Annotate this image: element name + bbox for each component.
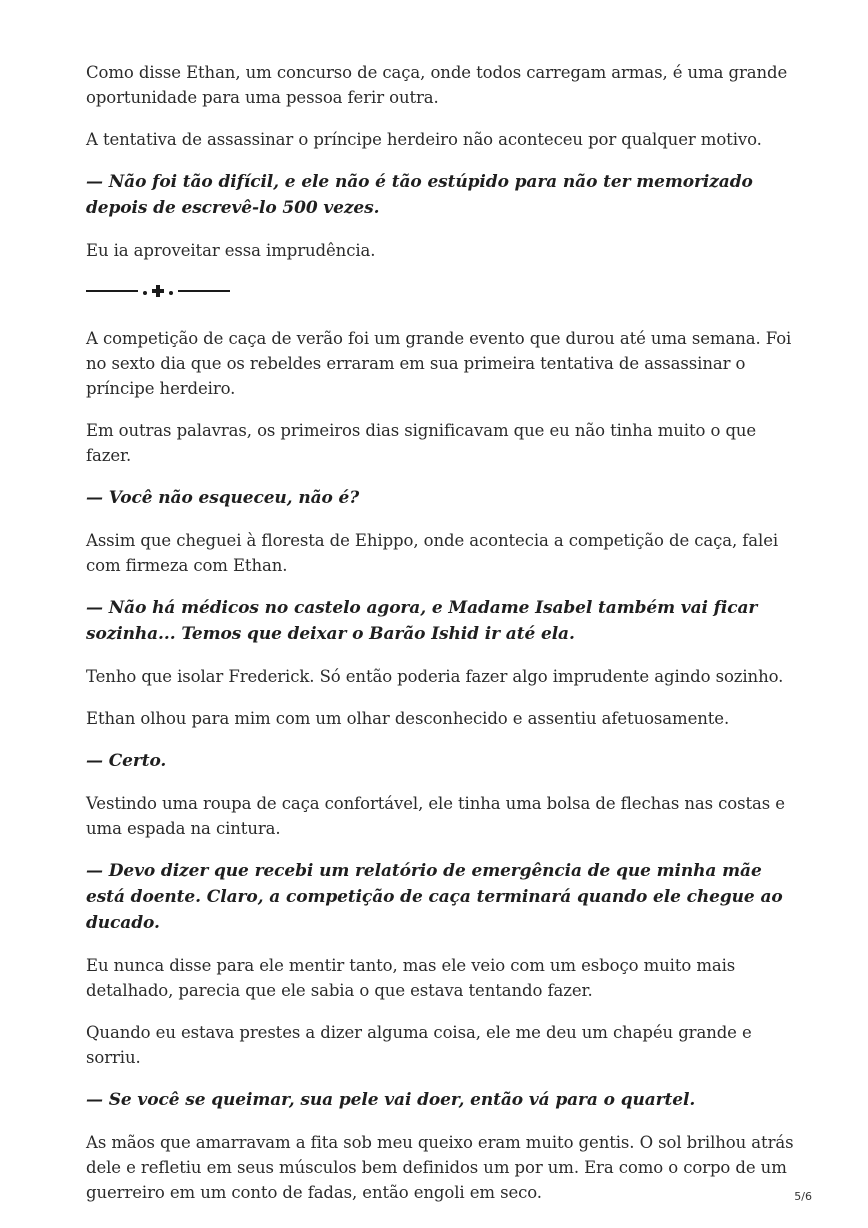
narrative-paragraph: Vestindo uma roupa de caça confortável, ele tinha uma bolsa de flechas nas costas e uma espada na cintura. bbox=[86, 794, 785, 838]
page-number: 5/6 bbox=[794, 1190, 812, 1203]
section-separator bbox=[86, 280, 796, 302]
narrative-paragraph: Como disse Ethan, um concurso de caça, onde todos carregam armas, é uma grande oportunidade para uma pessoa ferir outra. bbox=[86, 63, 788, 107]
separator-dot-right bbox=[169, 291, 173, 295]
dialogue-paragraph: — Você não esqueceu, não é? bbox=[86, 488, 360, 508]
separator-line-right bbox=[178, 290, 230, 292]
document-page bbox=[86, 60, 796, 1222]
narrative-paragraph: Quando eu estava prestes a dizer alguma coisa, ele me deu um chapéu grande e sorriu. bbox=[86, 1023, 752, 1067]
narrative-paragraph: Em outras palavras, os primeiros dias significavam que eu não tinha muito o que fazer. bbox=[86, 421, 757, 465]
dialogue-paragraph: — Não há médicos no castelo agora, e Madame Isabel também vai ficar sozinha... Temos que deixar o Barão Ishid ir até ela. bbox=[86, 598, 758, 644]
narrative-paragraph: A competição de caça de verão foi um grande evento que durou até uma semana. Foi no sexto dia que os rebeldes erraram em sua primeira tentativa de assassinar o príncipe herdeiro. bbox=[86, 329, 792, 398]
narrative-paragraph: A tentativa de assassinar o príncipe herdeiro não aconteceu por qualquer motivo. bbox=[86, 130, 762, 149]
dialogue-paragraph: — Se você se queimar, sua pele vai doer, então vá para o quartel. bbox=[86, 1090, 696, 1110]
separator-line-left bbox=[86, 290, 138, 292]
separator-dot-left bbox=[143, 291, 147, 295]
dialogue-paragraph: — Não foi tão difícil, e ele não é tão estúpido para não ter memorizado depois de escrevê-lo 500 vezes. bbox=[86, 172, 753, 218]
narrative-paragraph: Eu nunca disse para ele mentir tanto, mas ele veio com um esboço muito mais detalhado, parecia que ele sabia o que estava tentando fazer. bbox=[86, 956, 736, 1000]
narrative-paragraph: Eu ia aproveitar essa imprudência. bbox=[86, 241, 376, 260]
narrative-paragraph: Tenho que isolar Frederick. Só então poderia fazer algo imprudente agindo sozinho. bbox=[86, 667, 784, 686]
narrative-paragraph: Ethan olhou para mim com um olhar desconhecido e assentiu afetuosamente. bbox=[86, 709, 730, 728]
narrative-paragraph: As mãos que amarravam a fita sob meu queixo eram muito gentis. O sol brilhou atrás dele e refletiu em seus músculos bem definidos um por um. Era como o corpo de um guerreiro em um conto de fadas, então engoli em seco. bbox=[86, 1133, 794, 1202]
dialogue-paragraph: — Devo dizer que recebi um relatório de emergência de que minha mãe está doente. Claro, a competição de caça terminará quando ele chegue ao ducado. bbox=[86, 861, 783, 933]
text-section-before bbox=[86, 60, 796, 263]
dialogue-paragraph: — Certo. bbox=[86, 751, 167, 771]
narrative-paragraph: Assim que cheguei à floresta de Ehippo, onde acontecia a competição de caça, falei com firmeza com Ethan. bbox=[86, 531, 779, 575]
cross-ornament-icon bbox=[152, 285, 164, 297]
text-section-after bbox=[86, 326, 796, 1205]
